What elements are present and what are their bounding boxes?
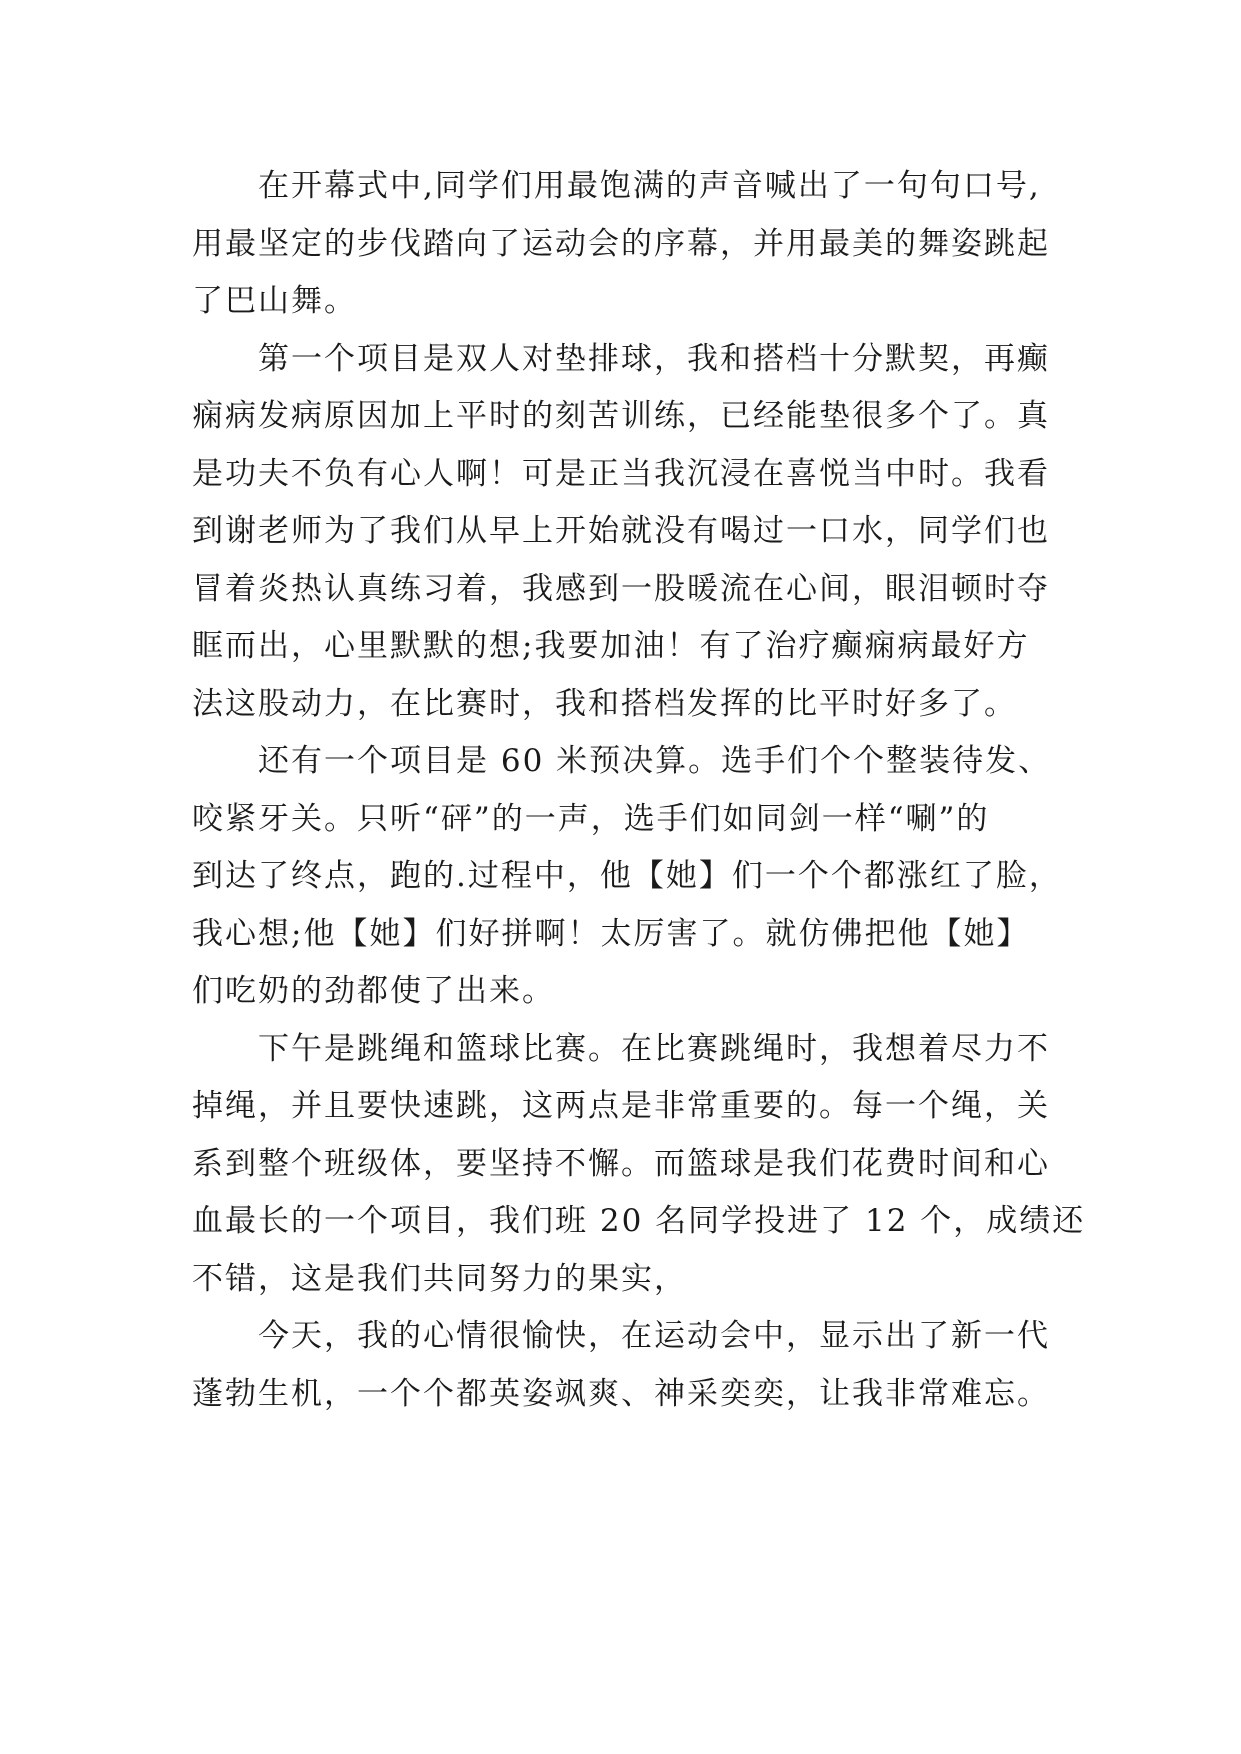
text-line: 掉绳，并且要快速跳，这两点是非常重要的。每一个绳，关	[192, 1088, 1050, 1124]
text-line: 还有一个项目是 60 米预决算。选手们个个整装待发、	[258, 743, 1052, 779]
text-line: 眶而出，心里默默的想;我要加油！有了治疗癫痫病最好方	[192, 628, 1030, 664]
text-line: 不错，这是我们共同努力的果实，	[192, 1260, 687, 1297]
text-line: 蓬勃生机，一个个都英姿飒爽、神采奕奕，让我非常难忘。	[192, 1375, 1050, 1412]
text-line: 痫病发病原因加上平时的刻苦训练，已经能垫很多个了。真	[192, 398, 1050, 434]
text-line: 下午是跳绳和篮球比赛。在比赛跳绳时，我想着尽力不	[258, 1030, 1050, 1067]
text-line: 冒着炎热认真练习着，我感到一股暖流在心间，眼泪顿时夺	[192, 570, 1050, 607]
text-line: 是功夫不负有心人啊！可是正当我沉浸在喜悦当中时。我看	[192, 455, 1050, 492]
text-line: 系到整个班级体，要坚持不懈。而篮球是我们花费时间和心	[192, 1145, 1050, 1182]
text-line: 到谢老师为了我们从早上开始就没有喝过一口水，同学们也	[192, 513, 1050, 549]
paragraph-rope-and-basketball	[192, 1021, 1086, 1309]
text-line: 用最坚定的步伐踏向了运动会的序幕，并用最美的舞姿跳起	[192, 225, 1050, 262]
text-line: 们吃奶的劲都使了出来。	[192, 973, 555, 1009]
text-line: 今天，我的心情很愉快，在运动会中，显示出了新一代	[258, 1318, 1050, 1354]
text-line: 在开幕式中,同学们用最饱满的声音喊出了一句句口号,	[258, 168, 1041, 204]
text-line: 法这股动力，在比赛时，我和搭档发挥的比平时好多了。	[192, 685, 1017, 722]
text-line: 咬紧牙关。只听“砰”的一声，选手们如同剑一样“唰”的	[192, 800, 990, 837]
text-line: 了巴山舞。	[192, 283, 357, 319]
document-body	[192, 158, 1086, 1423]
text-line: 我心想;他【她】们好拼啊！太厉害了。就仿佛把他【她】	[192, 915, 1030, 952]
paragraph-volleyball	[192, 331, 1082, 734]
paragraph-60m-race	[192, 733, 1082, 1021]
text-line: 第一个项目是双人对垫排球，我和搭档十分默契，再癫	[258, 340, 1050, 377]
paragraph-opening-ceremony	[192, 158, 1082, 331]
text-line: 血最长的一个项目，我们班 20 名同学投进了 12 个，成绩还	[192, 1203, 1086, 1239]
text-line: 到达了终点，跑的.过程中，他【她】们一个个都涨红了脸，	[192, 858, 1062, 894]
paragraph-conclusion	[192, 1308, 1082, 1423]
